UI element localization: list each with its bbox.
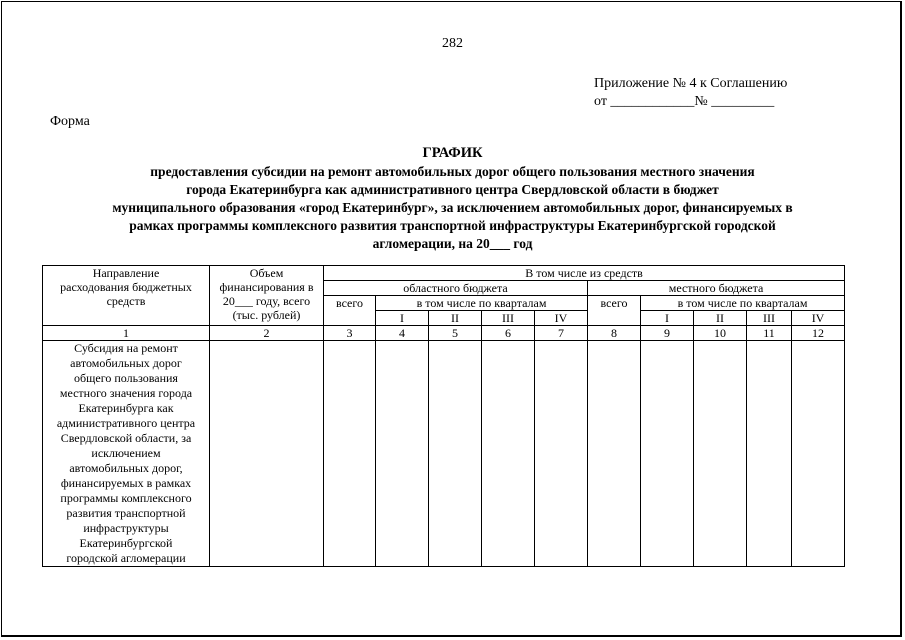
row-description-line: финансируемых в рамках xyxy=(60,476,192,490)
header-direction-line: Направление xyxy=(92,266,160,280)
column-number: 3 xyxy=(324,326,376,341)
row-description-line: Субсидия на ремонт xyxy=(74,341,178,355)
column-number: 9 xyxy=(641,326,694,341)
local-quarter-4: IV xyxy=(792,311,845,326)
column-number: 7 xyxy=(535,326,588,341)
regional-q2-cell xyxy=(429,341,482,567)
local-q4-cell xyxy=(792,341,845,567)
row-description-line: инфраструктуры xyxy=(83,521,169,535)
volume-total-cell xyxy=(210,341,324,567)
header-volume-line: (тыс. рублей) xyxy=(232,308,301,322)
title-line: предоставления субсидии на ремонт автомобильных дорог общего пользования местного значения xyxy=(150,164,755,179)
local-q2-cell xyxy=(694,341,747,567)
regional-quarter-3: III xyxy=(482,311,535,326)
row-description-line: Свердловской области, за xyxy=(60,431,192,445)
form-label: Форма xyxy=(50,114,90,129)
column-number: 12 xyxy=(792,326,845,341)
table-row xyxy=(43,341,845,567)
column-number: 5 xyxy=(429,326,482,341)
header-local-quarters: в том числе по кварталам xyxy=(641,296,845,311)
annex-title: Приложение № 4 к Соглашению xyxy=(594,76,788,91)
header-group-sources: В том числе из средств xyxy=(324,266,845,281)
header-regional-total: всего xyxy=(324,296,376,326)
header-local-budget: местного бюджета xyxy=(588,281,845,296)
regional-q1-cell xyxy=(376,341,429,567)
header-direction-line: средств xyxy=(106,294,146,308)
column-number: 10 xyxy=(694,326,747,341)
row-description-line: городской агломерации xyxy=(66,551,186,565)
row-description-cell xyxy=(43,341,210,567)
header-volume-line: Объем xyxy=(249,266,284,280)
row-description-line: программы комплексного xyxy=(60,491,192,505)
subsidy-schedule-table xyxy=(42,265,845,567)
row-description-line: административного центра xyxy=(56,416,196,430)
local-quarter-1: I xyxy=(641,311,694,326)
regional-total-cell xyxy=(324,341,376,567)
column-number: 4 xyxy=(376,326,429,341)
regional-quarter-1: I xyxy=(376,311,429,326)
column-number: 1 xyxy=(43,326,210,341)
title-line: агломерации, на 20___ год xyxy=(372,236,533,251)
row-description-line: автомобильных дорог, xyxy=(69,461,183,475)
header-volume-line: 20___ году, всего xyxy=(222,294,311,308)
regional-q3-cell xyxy=(482,341,535,567)
local-quarter-2: II xyxy=(694,311,747,326)
column-number: 6 xyxy=(482,326,535,341)
row-description-line: исключением xyxy=(91,446,161,460)
column-number: 11 xyxy=(747,326,792,341)
header-regional-budget: областного бюджета xyxy=(324,281,588,296)
row-description-line: местного значения города xyxy=(59,386,193,400)
header-volume-cell xyxy=(210,266,324,326)
local-total-cell xyxy=(588,341,641,567)
header-local-total: всего xyxy=(588,296,641,326)
column-number: 8 xyxy=(588,326,641,341)
local-q3-cell xyxy=(747,341,792,567)
page-number: 282 xyxy=(442,36,463,51)
column-number: 2 xyxy=(210,326,324,341)
row-description-line: Екатеринбурга как xyxy=(78,401,174,415)
local-quarter-3: III xyxy=(747,311,792,326)
header-regional-quarters: в том числе по кварталам xyxy=(376,296,588,311)
document-title xyxy=(40,144,865,253)
title-line: муниципального образования «город Екатеринбург», за исключением автомобильных дорог, финансируемых в xyxy=(112,200,793,215)
annex-date-number-line: от ____________№ _________ xyxy=(594,94,775,109)
header-direction-line: расходования бюджетных xyxy=(60,280,192,294)
row-description-line: общего пользования xyxy=(74,371,178,385)
regional-quarter-2: II xyxy=(429,311,482,326)
local-q1-cell xyxy=(641,341,694,567)
regional-quarter-4: IV xyxy=(535,311,588,326)
title-heading: ГРАФИК xyxy=(422,145,483,161)
row-description-line: Екатеринбургской xyxy=(79,536,173,550)
title-line: города Екатеринбурга как административного центра Свердловской области в бюджет xyxy=(186,182,719,197)
regional-q4-cell xyxy=(535,341,588,567)
title-line: рамках программы комплексного развития транспортной инфраструктуры Екатеринбургской городской xyxy=(129,218,776,233)
header-volume-line: финансирования в xyxy=(219,280,314,294)
header-direction-cell xyxy=(43,266,210,326)
row-description-line: автомобильных дорог xyxy=(70,356,182,370)
row-description-line: развития транспортной xyxy=(66,506,186,520)
